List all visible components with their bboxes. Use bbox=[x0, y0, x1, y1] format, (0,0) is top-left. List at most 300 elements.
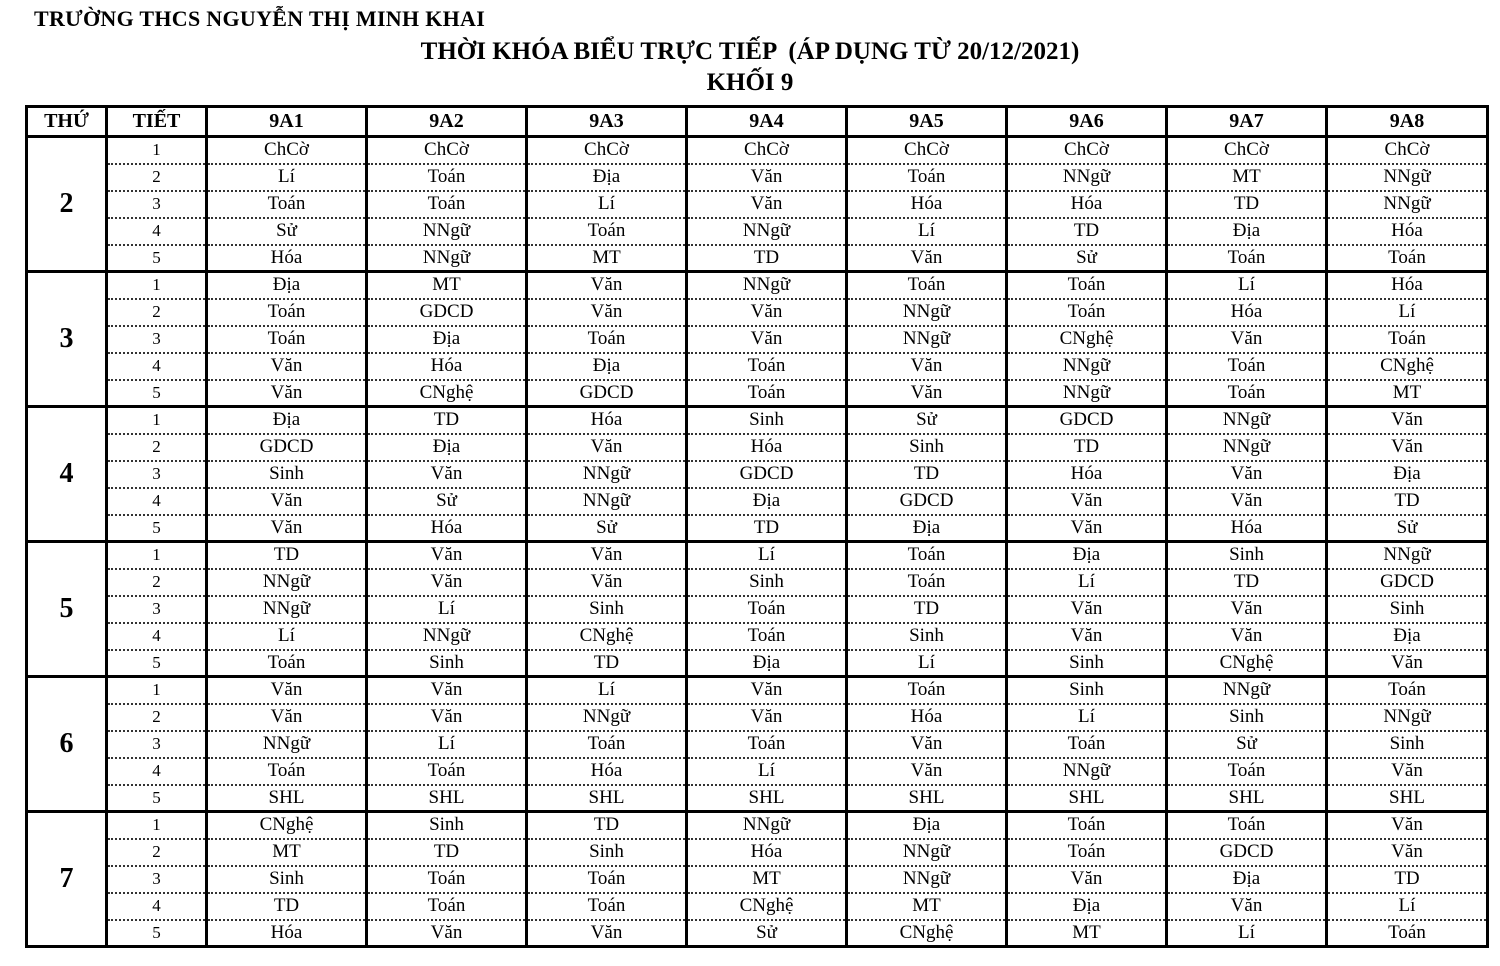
subject-cell-9A1: NNgữ bbox=[207, 731, 367, 758]
timetable-row-day5-period3 bbox=[27, 596, 1488, 623]
subject-cell-9A6: Toán bbox=[1007, 839, 1167, 866]
subject-cell-9A1: Văn bbox=[207, 677, 367, 704]
subject-cell-9A7: NNgữ bbox=[1167, 434, 1327, 461]
subject-cell-9A8: Lí bbox=[1327, 893, 1488, 920]
timetable-row-day6-period1 bbox=[27, 677, 1488, 704]
period-number: 1 bbox=[107, 542, 207, 569]
subject-cell-9A6: ChCờ bbox=[1007, 137, 1167, 164]
period-number: 3 bbox=[107, 461, 207, 488]
subject-cell-9A7: GDCD bbox=[1167, 839, 1327, 866]
day-number-4: 4 bbox=[27, 407, 107, 542]
subject-cell-9A2: Văn bbox=[367, 677, 527, 704]
subject-cell-9A8: Hóa bbox=[1327, 218, 1488, 245]
subject-cell-9A6: NNgữ bbox=[1007, 353, 1167, 380]
subject-cell-9A6: NNgữ bbox=[1007, 380, 1167, 407]
subject-cell-9A7: Sinh bbox=[1167, 704, 1327, 731]
period-number: 4 bbox=[107, 623, 207, 650]
subject-cell-9A4: Sử bbox=[687, 920, 847, 947]
subject-cell-9A7: Hóa bbox=[1167, 299, 1327, 326]
subject-cell-9A6: Văn bbox=[1007, 515, 1167, 542]
subject-cell-9A4: Toán bbox=[687, 596, 847, 623]
subject-cell-9A8: TD bbox=[1327, 488, 1488, 515]
subject-cell-9A1: Hóa bbox=[207, 920, 367, 947]
subject-cell-9A6: Toán bbox=[1007, 272, 1167, 299]
subject-cell-9A6: Địa bbox=[1007, 542, 1167, 569]
period-number: 2 bbox=[107, 704, 207, 731]
timetable-row-day6-period5 bbox=[27, 785, 1488, 812]
subject-cell-9A2: Văn bbox=[367, 569, 527, 596]
subject-cell-9A8: Toán bbox=[1327, 920, 1488, 947]
subject-cell-9A8: Toán bbox=[1327, 677, 1488, 704]
day-number-2: 2 bbox=[27, 137, 107, 272]
subject-cell-9A6: Văn bbox=[1007, 488, 1167, 515]
subject-cell-9A2: Toán bbox=[367, 893, 527, 920]
subject-cell-9A8: Toán bbox=[1327, 245, 1488, 272]
timetable-row-day7-period4 bbox=[27, 893, 1488, 920]
subject-cell-9A2: Toán bbox=[367, 758, 527, 785]
subject-cell-9A8: Sinh bbox=[1327, 596, 1488, 623]
subject-cell-9A5: TD bbox=[847, 461, 1007, 488]
subject-cell-9A5: Hóa bbox=[847, 704, 1007, 731]
subject-cell-9A3: Văn bbox=[527, 542, 687, 569]
subject-cell-9A7: Văn bbox=[1167, 893, 1327, 920]
subject-cell-9A3: NNgữ bbox=[527, 488, 687, 515]
subject-cell-9A6: Toán bbox=[1007, 731, 1167, 758]
timetable-row-day7-period3 bbox=[27, 866, 1488, 893]
period-number: 3 bbox=[107, 866, 207, 893]
subject-cell-9A2: Toán bbox=[367, 866, 527, 893]
column-header-9A3: 9A3 bbox=[527, 107, 687, 137]
timetable-row-day3-period4 bbox=[27, 353, 1488, 380]
subject-cell-9A4: Toán bbox=[687, 731, 847, 758]
subject-cell-9A3: GDCD bbox=[527, 380, 687, 407]
column-header-9A6: 9A6 bbox=[1007, 107, 1167, 137]
subject-cell-9A2: Hóa bbox=[367, 515, 527, 542]
subject-cell-9A6: Văn bbox=[1007, 623, 1167, 650]
subject-cell-9A7: NNgữ bbox=[1167, 677, 1327, 704]
period-number: 2 bbox=[107, 164, 207, 191]
subject-cell-9A1: NNgữ bbox=[207, 569, 367, 596]
subject-cell-9A3: Sinh bbox=[527, 839, 687, 866]
period-number: 1 bbox=[107, 407, 207, 434]
subject-cell-9A2: Sinh bbox=[367, 812, 527, 839]
timetable bbox=[25, 105, 1489, 948]
subject-cell-9A1: SHL bbox=[207, 785, 367, 812]
subject-cell-9A1: GDCD bbox=[207, 434, 367, 461]
page-title: THỜI KHÓA BIỂU TRỰC TIẾP (ÁP DỤNG TỪ 20/12/2021) bbox=[420, 38, 1080, 65]
period-number: 4 bbox=[107, 488, 207, 515]
subject-cell-9A1: Toán bbox=[207, 326, 367, 353]
subject-cell-9A7: Lí bbox=[1167, 272, 1327, 299]
subject-cell-9A3: Địa bbox=[527, 164, 687, 191]
timetable-row-day5-period4 bbox=[27, 623, 1488, 650]
subject-cell-9A3: Văn bbox=[527, 272, 687, 299]
subject-cell-9A1: Toán bbox=[207, 299, 367, 326]
subject-cell-9A2: Lí bbox=[367, 731, 527, 758]
subject-cell-9A7: Toán bbox=[1167, 758, 1327, 785]
subject-cell-9A1: Toán bbox=[207, 758, 367, 785]
subject-cell-9A8: Văn bbox=[1327, 758, 1488, 785]
subject-cell-9A6: Toán bbox=[1007, 299, 1167, 326]
subject-cell-9A6: Sinh bbox=[1007, 677, 1167, 704]
subject-cell-9A3: NNgữ bbox=[527, 461, 687, 488]
subject-cell-9A7: Văn bbox=[1167, 488, 1327, 515]
subject-cell-9A5: Toán bbox=[847, 569, 1007, 596]
timetable-body bbox=[27, 137, 1488, 947]
subject-cell-9A1: Sử bbox=[207, 218, 367, 245]
subject-cell-9A5: Toán bbox=[847, 272, 1007, 299]
subject-cell-9A5: Lí bbox=[847, 650, 1007, 677]
column-header-tiết: TIẾT bbox=[107, 107, 207, 137]
subject-cell-9A3: Hóa bbox=[527, 758, 687, 785]
subject-cell-9A8: NNgữ bbox=[1327, 164, 1488, 191]
subject-cell-9A3: Toán bbox=[527, 866, 687, 893]
subject-cell-9A1: ChCờ bbox=[207, 137, 367, 164]
timetable-row-day3-period1 bbox=[27, 272, 1488, 299]
subject-cell-9A2: ChCờ bbox=[367, 137, 527, 164]
subject-cell-9A2: Hóa bbox=[367, 353, 527, 380]
subject-cell-9A5: Văn bbox=[847, 731, 1007, 758]
subject-cell-9A8: CNghệ bbox=[1327, 353, 1488, 380]
period-number: 3 bbox=[107, 596, 207, 623]
subject-cell-9A2: Văn bbox=[367, 461, 527, 488]
subject-cell-9A5: Toán bbox=[847, 164, 1007, 191]
subject-cell-9A3: MT bbox=[527, 245, 687, 272]
column-header-thứ: THỨ bbox=[27, 107, 107, 137]
subject-cell-9A1: Địa bbox=[207, 272, 367, 299]
subject-cell-9A3: SHL bbox=[527, 785, 687, 812]
subject-cell-9A4: Văn bbox=[687, 164, 847, 191]
subject-cell-9A7: MT bbox=[1167, 164, 1327, 191]
timetable-row-day7-period1 bbox=[27, 812, 1488, 839]
school-name: TRƯỜNG THCS NGUYỄN THỊ MINH KHAI bbox=[34, 6, 486, 31]
period-number: 2 bbox=[107, 569, 207, 596]
subject-cell-9A3: Toán bbox=[527, 326, 687, 353]
subject-cell-9A1: Văn bbox=[207, 380, 367, 407]
subject-cell-9A2: Toán bbox=[367, 164, 527, 191]
subject-cell-9A8: ChCờ bbox=[1327, 137, 1488, 164]
subject-cell-9A7: Hóa bbox=[1167, 515, 1327, 542]
subject-cell-9A4: Văn bbox=[687, 299, 847, 326]
subject-cell-9A1: Hóa bbox=[207, 245, 367, 272]
subject-cell-9A8: Hóa bbox=[1327, 272, 1488, 299]
timetable-row-day4-period4 bbox=[27, 488, 1488, 515]
subject-cell-9A8: GDCD bbox=[1327, 569, 1488, 596]
subject-cell-9A4: NNgữ bbox=[687, 812, 847, 839]
subject-cell-9A5: NNgữ bbox=[847, 326, 1007, 353]
subject-cell-9A1: Văn bbox=[207, 353, 367, 380]
period-number: 4 bbox=[107, 218, 207, 245]
subject-cell-9A8: Văn bbox=[1327, 407, 1488, 434]
period-number: 5 bbox=[107, 245, 207, 272]
subject-cell-9A7: Toán bbox=[1167, 812, 1327, 839]
subject-cell-9A1: Lí bbox=[207, 623, 367, 650]
period-number: 4 bbox=[107, 893, 207, 920]
period-number: 1 bbox=[107, 137, 207, 164]
subject-cell-9A7: Văn bbox=[1167, 326, 1327, 353]
subject-cell-9A7: TD bbox=[1167, 191, 1327, 218]
timetable-row-day4-period5 bbox=[27, 515, 1488, 542]
subject-cell-9A2: Văn bbox=[367, 920, 527, 947]
timetable-row-day5-period2 bbox=[27, 569, 1488, 596]
subject-cell-9A5: Văn bbox=[847, 245, 1007, 272]
subject-cell-9A5: SHL bbox=[847, 785, 1007, 812]
timetable-row-day3-period2 bbox=[27, 299, 1488, 326]
timetable-row-day4-period1 bbox=[27, 407, 1488, 434]
subject-cell-9A5: CNghệ bbox=[847, 920, 1007, 947]
subject-cell-9A5: Văn bbox=[847, 758, 1007, 785]
subject-cell-9A8: Văn bbox=[1327, 839, 1488, 866]
subject-cell-9A4: Lí bbox=[687, 758, 847, 785]
subject-cell-9A7: Toán bbox=[1167, 380, 1327, 407]
subject-cell-9A1: TD bbox=[207, 542, 367, 569]
subject-cell-9A1: Văn bbox=[207, 488, 367, 515]
timetable-row-day2-period2 bbox=[27, 164, 1488, 191]
column-header-9A8: 9A8 bbox=[1327, 107, 1488, 137]
period-number: 1 bbox=[107, 677, 207, 704]
subject-cell-9A7: CNghệ bbox=[1167, 650, 1327, 677]
subject-cell-9A1: NNgữ bbox=[207, 596, 367, 623]
column-header-9A7: 9A7 bbox=[1167, 107, 1327, 137]
subject-cell-9A4: Toán bbox=[687, 623, 847, 650]
subject-cell-9A7: Toán bbox=[1167, 353, 1327, 380]
subject-cell-9A4: TD bbox=[687, 515, 847, 542]
period-number: 2 bbox=[107, 839, 207, 866]
subject-cell-9A5: Văn bbox=[847, 380, 1007, 407]
timetable-row-day6-period3 bbox=[27, 731, 1488, 758]
subject-cell-9A4: NNgữ bbox=[687, 218, 847, 245]
period-number: 1 bbox=[107, 812, 207, 839]
subject-cell-9A5: GDCD bbox=[847, 488, 1007, 515]
subject-cell-9A2: Địa bbox=[367, 434, 527, 461]
subject-cell-9A3: TD bbox=[527, 812, 687, 839]
subject-cell-9A2: NNgữ bbox=[367, 218, 527, 245]
subject-cell-9A3: NNgữ bbox=[527, 704, 687, 731]
subject-cell-9A6: Lí bbox=[1007, 704, 1167, 731]
subject-cell-9A6: Hóa bbox=[1007, 191, 1167, 218]
subject-cell-9A4: Địa bbox=[687, 650, 847, 677]
subject-cell-9A6: Văn bbox=[1007, 596, 1167, 623]
subject-cell-9A1: MT bbox=[207, 839, 367, 866]
subject-cell-9A5: Sinh bbox=[847, 623, 1007, 650]
subject-cell-9A8: NNgữ bbox=[1327, 704, 1488, 731]
subject-cell-9A3: Văn bbox=[527, 569, 687, 596]
subject-cell-9A8: Văn bbox=[1327, 650, 1488, 677]
subject-cell-9A4: Sinh bbox=[687, 407, 847, 434]
period-number: 5 bbox=[107, 650, 207, 677]
subject-cell-9A7: SHL bbox=[1167, 785, 1327, 812]
subject-cell-9A1: CNghệ bbox=[207, 812, 367, 839]
subject-cell-9A7: NNgữ bbox=[1167, 407, 1327, 434]
subject-cell-9A5: Hóa bbox=[847, 191, 1007, 218]
subject-cell-9A2: TD bbox=[367, 407, 527, 434]
subject-cell-9A4: GDCD bbox=[687, 461, 847, 488]
subject-cell-9A3: Toán bbox=[527, 893, 687, 920]
subject-cell-9A4: TD bbox=[687, 245, 847, 272]
subject-cell-9A8: Địa bbox=[1327, 623, 1488, 650]
subject-cell-9A8: Sinh bbox=[1327, 731, 1488, 758]
column-header-9A5: 9A5 bbox=[847, 107, 1007, 137]
subject-cell-9A3: Văn bbox=[527, 920, 687, 947]
subject-cell-9A8: Địa bbox=[1327, 461, 1488, 488]
subject-cell-9A6: TD bbox=[1007, 434, 1167, 461]
subject-cell-9A3: Hóa bbox=[527, 407, 687, 434]
timetable-row-day7-period5 bbox=[27, 920, 1488, 947]
subject-cell-9A2: MT bbox=[367, 272, 527, 299]
subject-cell-9A2: Lí bbox=[367, 596, 527, 623]
subject-cell-9A5: Sinh bbox=[847, 434, 1007, 461]
subject-cell-9A3: CNghệ bbox=[527, 623, 687, 650]
subject-cell-9A6: MT bbox=[1007, 920, 1167, 947]
period-number: 2 bbox=[107, 434, 207, 461]
subject-cell-9A3: TD bbox=[527, 650, 687, 677]
subject-cell-9A7: Toán bbox=[1167, 245, 1327, 272]
subject-cell-9A7: Sinh bbox=[1167, 542, 1327, 569]
subject-cell-9A1: Lí bbox=[207, 164, 367, 191]
period-number: 5 bbox=[107, 515, 207, 542]
subject-cell-9A2: Địa bbox=[367, 326, 527, 353]
day-number-5: 5 bbox=[27, 542, 107, 677]
column-header-9A2: 9A2 bbox=[367, 107, 527, 137]
subject-cell-9A2: SHL bbox=[367, 785, 527, 812]
subject-cell-9A4: CNghệ bbox=[687, 893, 847, 920]
subject-cell-9A6: NNgữ bbox=[1007, 758, 1167, 785]
subject-cell-9A6: NNgữ bbox=[1007, 164, 1167, 191]
timetable-row-day3-period3 bbox=[27, 326, 1488, 353]
timetable-row-day5-period1 bbox=[27, 542, 1488, 569]
subject-cell-9A6: CNghệ bbox=[1007, 326, 1167, 353]
subject-cell-9A8: Sử bbox=[1327, 515, 1488, 542]
subject-cell-9A5: Toán bbox=[847, 542, 1007, 569]
timetable-row-day6-period2 bbox=[27, 704, 1488, 731]
subject-cell-9A4: NNgữ bbox=[687, 272, 847, 299]
subject-cell-9A6: GDCD bbox=[1007, 407, 1167, 434]
period-number: 4 bbox=[107, 758, 207, 785]
subject-cell-9A2: GDCD bbox=[367, 299, 527, 326]
subject-cell-9A6: Toán bbox=[1007, 812, 1167, 839]
subject-cell-9A7: Văn bbox=[1167, 596, 1327, 623]
subject-cell-9A5: Văn bbox=[847, 353, 1007, 380]
subject-cell-9A2: Sinh bbox=[367, 650, 527, 677]
subject-cell-9A6: Văn bbox=[1007, 866, 1167, 893]
subject-cell-9A7: ChCờ bbox=[1167, 137, 1327, 164]
subject-cell-9A4: Văn bbox=[687, 677, 847, 704]
period-number: 5 bbox=[107, 380, 207, 407]
subject-cell-9A4: Văn bbox=[687, 704, 847, 731]
period-number: 4 bbox=[107, 353, 207, 380]
subject-cell-9A6: Sinh bbox=[1007, 650, 1167, 677]
subject-cell-9A3: Văn bbox=[527, 299, 687, 326]
subject-cell-9A5: Địa bbox=[847, 812, 1007, 839]
subject-cell-9A8: Toán bbox=[1327, 326, 1488, 353]
subject-cell-9A2: Sử bbox=[367, 488, 527, 515]
subject-cell-9A8: NNgữ bbox=[1327, 542, 1488, 569]
subject-cell-9A1: Toán bbox=[207, 191, 367, 218]
subject-cell-9A5: NNgữ bbox=[847, 299, 1007, 326]
subject-cell-9A2: Văn bbox=[367, 704, 527, 731]
timetable-header-row bbox=[27, 107, 1488, 137]
subject-cell-9A4: Địa bbox=[687, 488, 847, 515]
period-number: 1 bbox=[107, 272, 207, 299]
timetable-row-day5-period5 bbox=[27, 650, 1488, 677]
subject-cell-9A5: Địa bbox=[847, 515, 1007, 542]
subject-cell-9A7: Văn bbox=[1167, 623, 1327, 650]
subject-cell-9A1: TD bbox=[207, 893, 367, 920]
period-number: 3 bbox=[107, 731, 207, 758]
subject-cell-9A3: Sử bbox=[527, 515, 687, 542]
column-header-9A1: 9A1 bbox=[207, 107, 367, 137]
subject-cell-9A7: TD bbox=[1167, 569, 1327, 596]
subject-cell-9A8: Văn bbox=[1327, 812, 1488, 839]
subject-cell-9A2: CNghệ bbox=[367, 380, 527, 407]
column-header-9A4: 9A4 bbox=[687, 107, 847, 137]
subject-cell-9A3: Toán bbox=[527, 731, 687, 758]
subject-cell-9A4: Hóa bbox=[687, 434, 847, 461]
subject-cell-9A1: Văn bbox=[207, 515, 367, 542]
subject-cell-9A5: MT bbox=[847, 893, 1007, 920]
timetable-row-day2-period3 bbox=[27, 191, 1488, 218]
subject-cell-9A6: SHL bbox=[1007, 785, 1167, 812]
subject-cell-9A1: Sinh bbox=[207, 461, 367, 488]
subject-cell-9A1: Văn bbox=[207, 704, 367, 731]
subject-cell-9A2: TD bbox=[367, 839, 527, 866]
subject-cell-9A3: Toán bbox=[527, 218, 687, 245]
period-number: 3 bbox=[107, 191, 207, 218]
subject-cell-9A4: SHL bbox=[687, 785, 847, 812]
timetable-row-day3-period5 bbox=[27, 380, 1488, 407]
day-number-7: 7 bbox=[27, 812, 107, 947]
subject-cell-9A8: SHL bbox=[1327, 785, 1488, 812]
subject-cell-9A6: Sử bbox=[1007, 245, 1167, 272]
subject-cell-9A4: Lí bbox=[687, 542, 847, 569]
timetable-row-day2-period1 bbox=[27, 137, 1488, 164]
subject-cell-9A5: TD bbox=[847, 596, 1007, 623]
subject-cell-9A8: NNgữ bbox=[1327, 191, 1488, 218]
timetable-row-day6-period4 bbox=[27, 758, 1488, 785]
day-number-3: 3 bbox=[27, 272, 107, 407]
subject-cell-9A5: ChCờ bbox=[847, 137, 1007, 164]
subject-cell-9A4: Sinh bbox=[687, 569, 847, 596]
subject-cell-9A6: Lí bbox=[1007, 569, 1167, 596]
subject-cell-9A4: Hóa bbox=[687, 839, 847, 866]
timetable-row-day4-period2 bbox=[27, 434, 1488, 461]
subject-cell-9A5: NNgữ bbox=[847, 866, 1007, 893]
subject-cell-9A3: Sinh bbox=[527, 596, 687, 623]
timetable-row-day4-period3 bbox=[27, 461, 1488, 488]
subject-cell-9A8: MT bbox=[1327, 380, 1488, 407]
day-number-6: 6 bbox=[27, 677, 107, 812]
subject-cell-9A7: Văn bbox=[1167, 461, 1327, 488]
subject-cell-9A8: Lí bbox=[1327, 299, 1488, 326]
page-subtitle: KHỐI 9 bbox=[706, 69, 794, 96]
subject-cell-9A4: Toán bbox=[687, 353, 847, 380]
subject-cell-9A8: TD bbox=[1327, 866, 1488, 893]
subject-cell-9A2: NNgữ bbox=[367, 245, 527, 272]
subject-cell-9A7: Lí bbox=[1167, 920, 1327, 947]
period-number: 2 bbox=[107, 299, 207, 326]
subject-cell-9A5: Lí bbox=[847, 218, 1007, 245]
subject-cell-9A1: Sinh bbox=[207, 866, 367, 893]
subject-cell-9A4: Văn bbox=[687, 326, 847, 353]
subject-cell-9A6: TD bbox=[1007, 218, 1167, 245]
subject-cell-9A7: Địa bbox=[1167, 866, 1327, 893]
period-number: 3 bbox=[107, 326, 207, 353]
subject-cell-9A6: Địa bbox=[1007, 893, 1167, 920]
subject-cell-9A3: Địa bbox=[527, 353, 687, 380]
subject-cell-9A2: Văn bbox=[367, 542, 527, 569]
subject-cell-9A6: Hóa bbox=[1007, 461, 1167, 488]
period-number: 5 bbox=[107, 920, 207, 947]
